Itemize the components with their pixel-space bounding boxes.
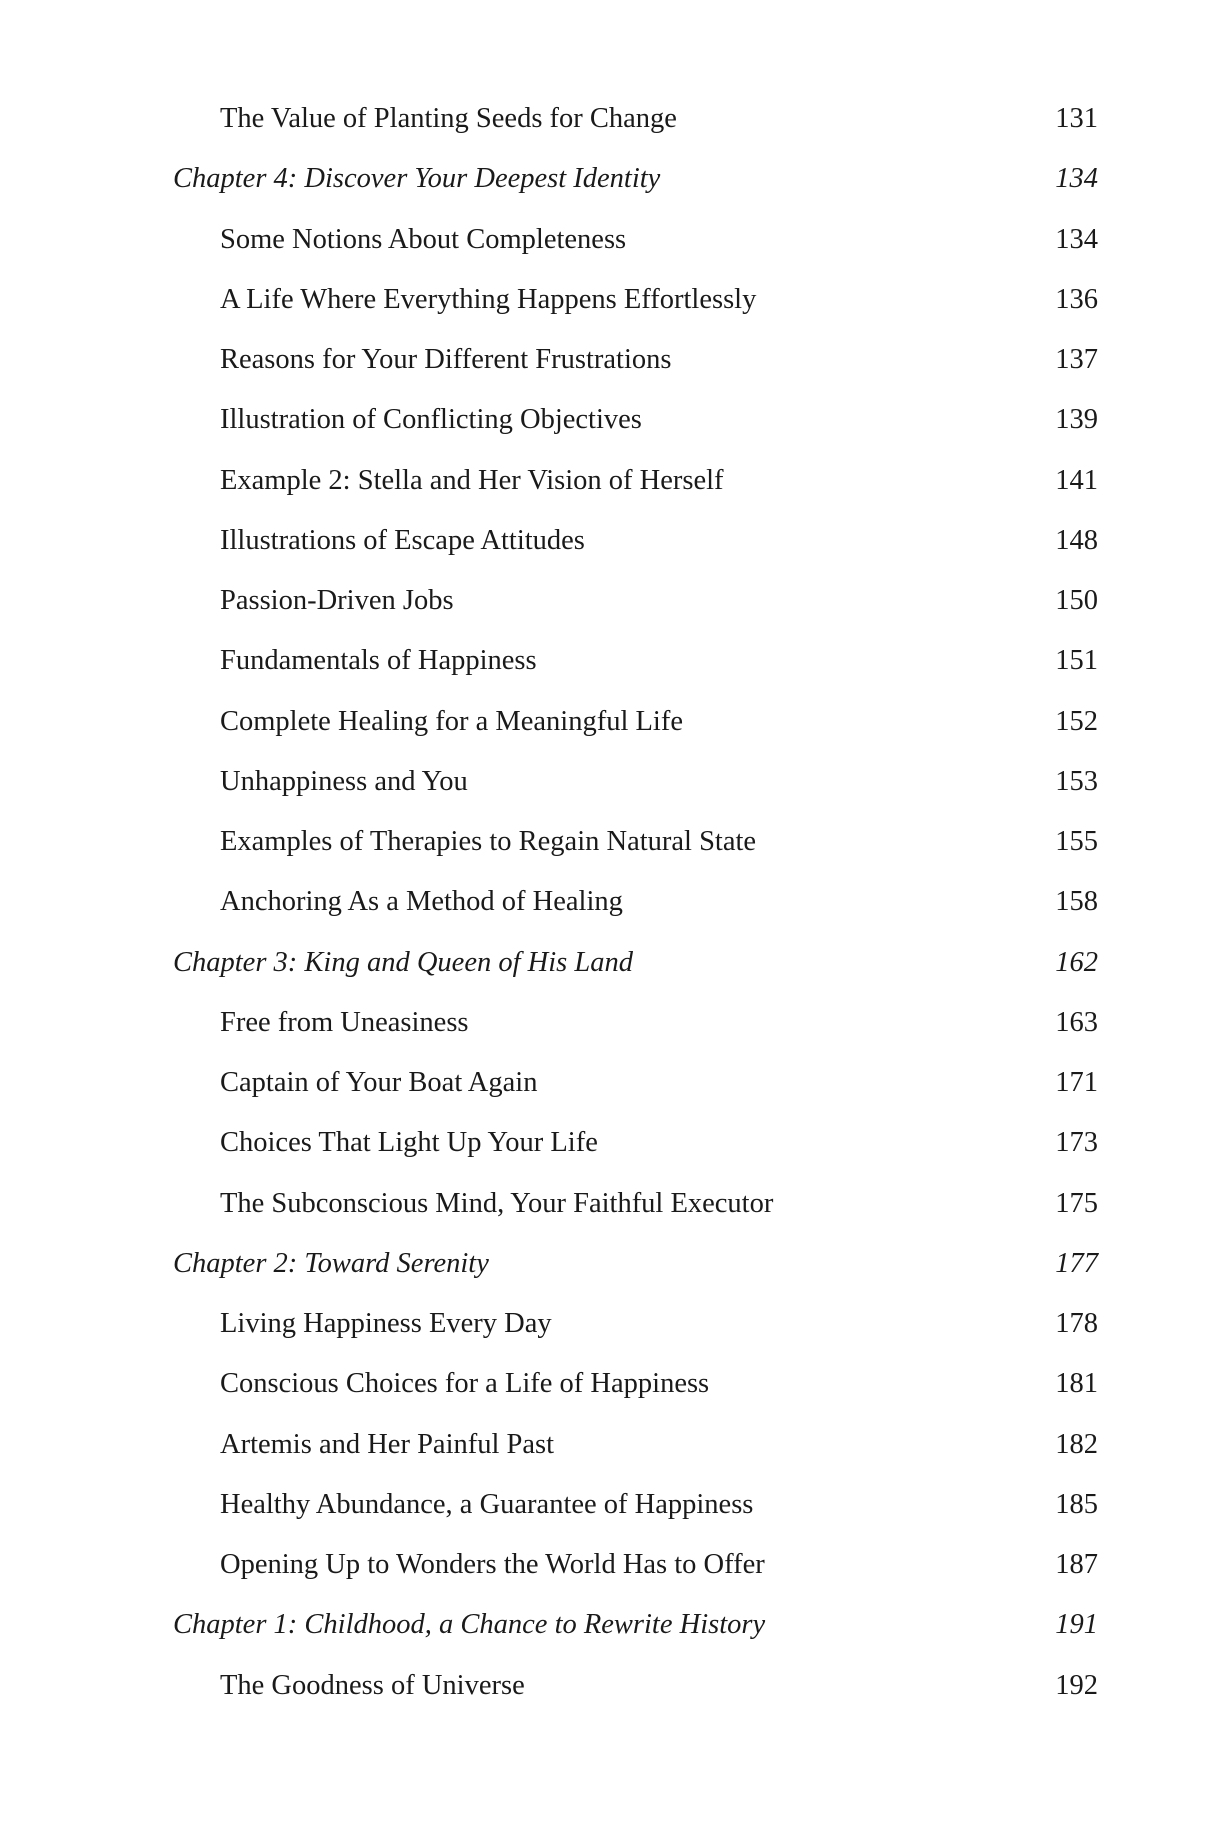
section-title: Anchoring As a Method of Healing	[220, 886, 623, 918]
page-number: 182	[1055, 1428, 1098, 1460]
toc-chapter-entry	[173, 1234, 1098, 1294]
section-title: Some Notions About Completeness	[220, 223, 627, 255]
section-title: Opening Up to Wonders the World Has to Offer	[220, 1549, 765, 1580]
page-number: 148	[1055, 524, 1098, 556]
page-number: 134	[1055, 163, 1098, 195]
page-number: 151	[1055, 645, 1098, 677]
page-number: 150	[1055, 585, 1098, 616]
toc-section-entry	[173, 1053, 1098, 1113]
toc-section-entry	[173, 1475, 1098, 1535]
toc-section-entry	[173, 752, 1098, 812]
section-title: Living Happiness Every Day	[220, 1308, 552, 1339]
toc-chapter-entry	[173, 933, 1098, 993]
page-number: 136	[1055, 283, 1098, 315]
page-number: 163	[1055, 1006, 1098, 1038]
page-number: 153	[1055, 765, 1098, 797]
page-number: 131	[1055, 103, 1098, 134]
section-title: Healthy Abundance, a Guarantee of Happiness	[220, 1488, 754, 1520]
toc-section-entry	[173, 1535, 1098, 1595]
section-title: Illustration of Conflicting Objectives	[220, 404, 642, 436]
chapter-title: Chapter 2: Toward Serenity	[173, 1247, 489, 1279]
page-number: 191	[1055, 1609, 1098, 1641]
section-title: Fundamentals of Happiness	[220, 645, 537, 677]
section-title: Reasons for Your Different Frustrations	[220, 344, 672, 375]
section-title: Complete Healing for a Meaningful Life	[220, 705, 683, 737]
toc-section-entry	[173, 993, 1098, 1053]
page-number: 141	[1055, 464, 1098, 496]
toc-section-entry	[173, 1174, 1098, 1234]
toc-section-entry	[173, 1415, 1098, 1475]
section-title: Example 2: Stella and Her Vision of Herself	[220, 464, 724, 496]
page-number: 137	[1055, 344, 1098, 375]
toc-section-entry	[173, 330, 1098, 390]
table-of-contents	[173, 89, 1098, 1716]
toc-section-entry	[173, 1113, 1098, 1173]
section-title: Examples of Therapies to Regain Natural State	[220, 826, 757, 857]
chapter-title: Chapter 4: Discover Your Deepest Identity	[173, 163, 661, 195]
toc-chapter-entry	[173, 1595, 1098, 1655]
chapter-title: Chapter 1: Childhood, a Chance to Rewrite History	[173, 1609, 766, 1641]
page-number: 181	[1055, 1368, 1098, 1400]
toc-section-entry	[173, 89, 1098, 149]
toc-section-entry	[173, 390, 1098, 450]
section-title: Free from Uneasiness	[220, 1006, 469, 1038]
toc-section-entry	[173, 1294, 1098, 1354]
page-number: 185	[1055, 1488, 1098, 1520]
page-number: 155	[1055, 826, 1098, 857]
section-title: The Value of Planting Seeds for Change	[220, 103, 677, 134]
section-title: The Subconscious Mind, Your Faithful Executor	[220, 1187, 774, 1219]
page-number: 139	[1055, 404, 1098, 436]
page-number: 177	[1055, 1247, 1098, 1279]
toc-section-entry	[173, 451, 1098, 511]
page-number: 173	[1055, 1127, 1098, 1159]
toc-section-entry	[173, 511, 1098, 571]
section-title: A Life Where Everything Happens Effortlessly	[220, 283, 757, 315]
page-number: 152	[1055, 705, 1098, 737]
section-title: Passion-Driven Jobs	[220, 585, 454, 616]
section-title: Unhappiness and You	[220, 765, 468, 797]
page-number: 178	[1055, 1308, 1098, 1339]
chapter-title: Chapter 3: King and Queen of His Land	[173, 946, 633, 978]
page-number: 158	[1055, 886, 1098, 918]
toc-section-entry	[173, 1656, 1098, 1716]
toc-section-entry	[173, 631, 1098, 691]
toc-section-entry	[173, 812, 1098, 872]
page-number: 171	[1055, 1067, 1098, 1098]
toc-section-entry	[173, 872, 1098, 932]
page-number: 134	[1055, 223, 1098, 255]
toc-section-entry	[173, 692, 1098, 752]
toc-section-entry	[173, 571, 1098, 631]
section-title: Artemis and Her Painful Past	[220, 1428, 555, 1460]
page-number: 187	[1055, 1549, 1098, 1580]
page-number: 175	[1055, 1187, 1098, 1219]
page-number: 192	[1055, 1669, 1098, 1701]
toc-section-entry	[173, 210, 1098, 270]
page-number: 162	[1055, 946, 1098, 978]
section-title: Illustrations of Escape Attitudes	[220, 524, 585, 556]
toc-chapter-entry	[173, 149, 1098, 209]
toc-section-entry	[173, 270, 1098, 330]
section-title: Choices That Light Up Your Life	[220, 1127, 598, 1159]
section-title: Captain of Your Boat Again	[220, 1067, 538, 1098]
toc-section-entry	[173, 1354, 1098, 1414]
section-title: Conscious Choices for a Life of Happiness	[220, 1368, 710, 1400]
section-title: The Goodness of Universe	[220, 1669, 525, 1701]
